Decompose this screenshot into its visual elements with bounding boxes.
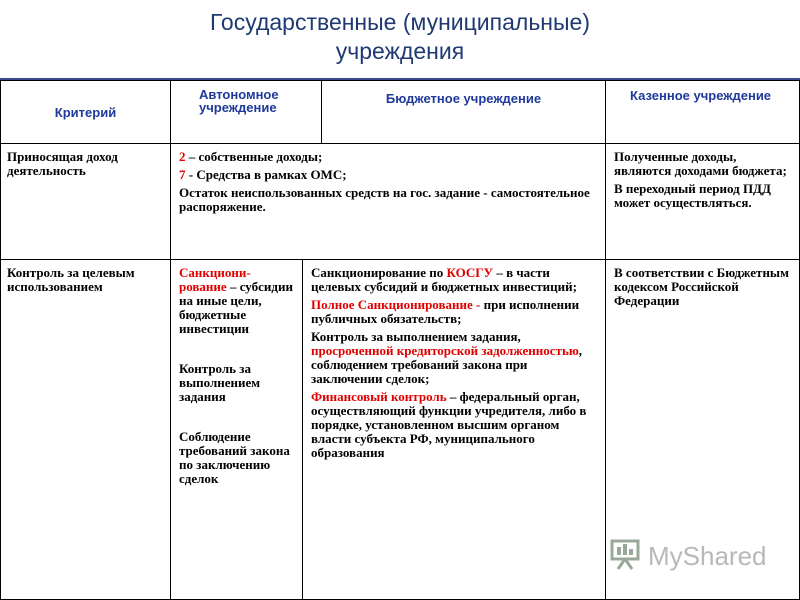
header-budget bbox=[321, 80, 606, 144]
row2-budget-control-red: просроченной кредиторской задолженностью bbox=[311, 343, 579, 358]
header-criterion-label: Критерий bbox=[54, 104, 117, 120]
row2-auto-compliance: Соблюдение требований закона по заключению сделок bbox=[179, 429, 290, 486]
row1-code-2: 2 bbox=[179, 149, 186, 164]
header-state-label: Казенное учреждение bbox=[630, 88, 772, 103]
row2-budget-financial bbox=[311, 390, 597, 460]
row2-state-text: В соответствии с Бюджетным кодексом Российской Федерации bbox=[614, 265, 789, 308]
row2-budget bbox=[302, 259, 606, 600]
row2-budget-kosgu-lead: Санкционирование по bbox=[311, 265, 447, 280]
row2-budget-full-rest: при исполнении публичных обязательств; bbox=[311, 297, 580, 326]
row1-oms-text: - Средства в рамках ОМС; bbox=[185, 167, 347, 182]
row1-line-remainder: Остаток неиспользованных средств на гос. задание - самостоятельное распоряжение. bbox=[179, 185, 590, 214]
row2-auto-sanction bbox=[179, 266, 296, 336]
row1-own-income-text: – собственные доходы; bbox=[185, 149, 323, 164]
row2-budget-kosgu-rest: – в части целевых субсидий и бюджетных инвестиций; bbox=[311, 265, 577, 294]
row1-state-transition: В переходный период ПДД может осуществляться. bbox=[614, 181, 771, 210]
row1-criterion bbox=[0, 143, 171, 260]
row2-budget-full bbox=[311, 298, 597, 326]
watermark-text: MyShared bbox=[648, 540, 767, 571]
row1-line-oms bbox=[179, 168, 597, 182]
title-line-2: учреждения bbox=[335, 38, 465, 64]
row1-state-income: Полученные доходы, являются доходами бюджета; bbox=[614, 149, 787, 178]
header-autonomous bbox=[170, 80, 322, 144]
header-state bbox=[605, 80, 800, 144]
header-budget-label: Бюджетное учреждение bbox=[385, 91, 542, 106]
row2-auto-sanction-rest: – субсидии на иные цели, бюджетные инвестиции bbox=[179, 279, 293, 336]
row2-budget-financial-red: Финансовый контроль bbox=[311, 389, 447, 404]
watermark bbox=[608, 538, 768, 574]
row1-line-own-income bbox=[179, 150, 597, 164]
row2-auto-control: Контроль за выполнением задания bbox=[179, 361, 261, 404]
row2-criterion bbox=[0, 259, 171, 600]
row2-criterion-text: Контроль за целевым использованием bbox=[7, 265, 135, 294]
presentation-board-icon bbox=[608, 537, 642, 576]
row2-budget-full-red: Полное Санкционирование - bbox=[311, 297, 481, 312]
row2-budget-control bbox=[311, 330, 597, 386]
row2-autonomous bbox=[170, 259, 303, 600]
row1-autonomous-budget bbox=[170, 143, 606, 260]
row1-code-7: 7 bbox=[179, 167, 186, 182]
row2-auto-sanction-red: Санкциони-рование bbox=[179, 265, 251, 294]
row1-state bbox=[605, 143, 800, 260]
header-autonomous-label: Автономное учреждение bbox=[199, 87, 279, 115]
row1-criterion-text: Приносящая доход деятельность bbox=[7, 149, 118, 178]
row2-budget-kosgu bbox=[311, 266, 597, 294]
page-title bbox=[0, 8, 800, 66]
row2-budget-control-lead: Контроль за выполнением задания, bbox=[311, 329, 521, 344]
row2-budget-kosgu-red: КОСГУ bbox=[446, 265, 494, 280]
title-line-1: Государственные (муниципальные) bbox=[210, 9, 590, 35]
row2-budget-financial-rest: – федеральный орган, осуществляющий функции учредителя, либо в порядке, установленном высшим органом власти субъекта РФ, муниципального образования bbox=[311, 389, 587, 460]
header-criterion bbox=[0, 80, 171, 144]
row2-budget-control-rest: , соблюдением требований закона при заключении сделок; bbox=[311, 343, 583, 386]
